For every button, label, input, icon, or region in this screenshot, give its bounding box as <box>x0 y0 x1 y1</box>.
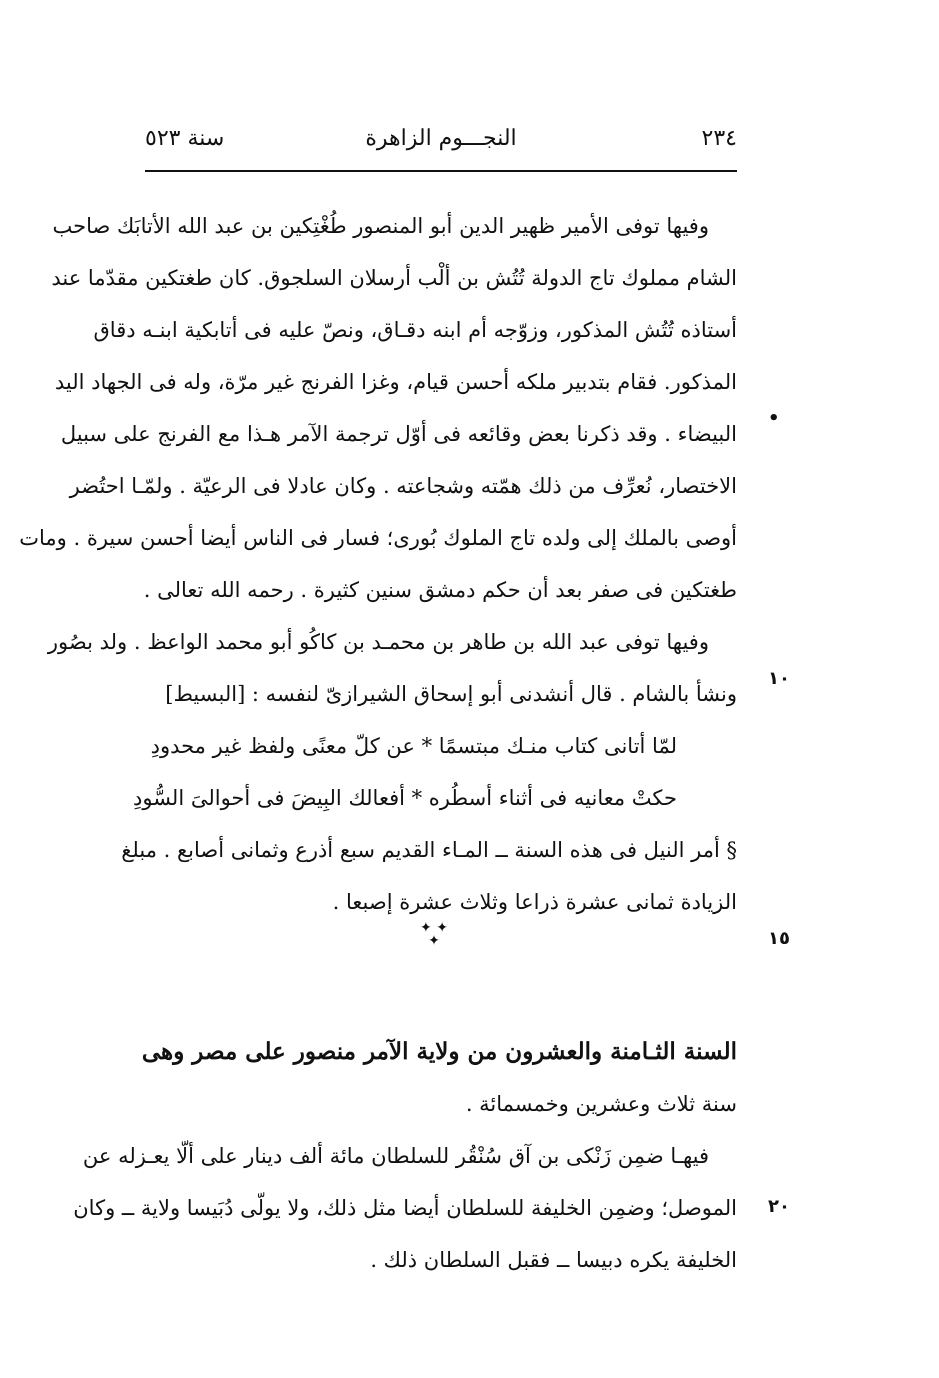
running-header <box>145 120 737 160</box>
text-line: طغتكين فى صفر بعد أن حكم دمشق سنين كثيرة . رحمه الله تعالى . <box>143 578 737 602</box>
margin-number-20: ٢٠ <box>768 1196 790 1217</box>
book-title: النجـــوم الزاهرة <box>365 126 517 151</box>
page-number: ٢٣٤ <box>701 126 737 151</box>
heading-line: السنة الثـامنة والعشرون من ولاية الآمر منصور على مصر وهى <box>141 1038 737 1065</box>
text-line: فيهـا ضمِن زَنْكى بن آق سُنْقُر للسلطان مائة ألف دينار على ألّا يعـزله عن <box>82 1144 709 1168</box>
header-rule <box>145 170 737 172</box>
text-line: أستاذه تُتُش المذكور، وزوّجه أم ابنه دقـاق، ونصّ عليه فى أتابكية ابنـه دقاق <box>93 318 737 342</box>
text-line: ونشأ بالشام . قال أنشدنى أبو إسحاق الشيرازىّ لنفسه : [البسيط] <box>165 682 737 706</box>
margin-number-5: • <box>768 408 780 429</box>
text-line: وفيها توفى الأمير ظهير الدين أبو المنصور طُغْتِكين بن عبد الله الأتابَك صاحب <box>52 214 709 238</box>
paragraph-zengi <box>73 1130 737 1286</box>
text-line: § أمر النيل فى هذه السنة ــ المـاء القديم سبع أذرع وثمانى أصابع . مبلغ <box>121 838 737 862</box>
year-heading <box>141 1026 737 1130</box>
page-body <box>19 200 737 1286</box>
text-line: أوصى بالملك إلى ولده تاج الملوك بُورى؛ فسار فى الناس أيضا أحسن سيرة . ومات <box>19 526 737 550</box>
verse-line: حكتْ معانيه فى أثناء أسطُره * أفعالك البِيضَ فى أحوالىَ السُّودِ <box>133 786 677 810</box>
margin-number-15: ١٥ <box>768 928 790 949</box>
poem <box>133 720 737 824</box>
heading-line: سنة ثلاث وعشرين وخمسمائة . <box>465 1092 737 1116</box>
paragraph-tughtekin <box>19 200 737 616</box>
text-line: الخليفة يكره دبيسا ــ فقبل السلطان ذلك . <box>370 1248 737 1272</box>
text-line: الزيادة ثمانى عشرة ذراعا وثلاث عشرة إصبعا . <box>332 890 737 914</box>
section-ornament: ✦ ✦ ✦ <box>420 920 448 949</box>
verse-line: لمّا أتانى كتاب منـك مبتسمًا * عن كلّ معنًى ولفظ غير محدودِ <box>150 734 677 758</box>
margin-number-10: ١٠ <box>768 668 790 689</box>
text-line: الاختصار، نُعرِّف من ذلك همّته وشجاعته . وكان عادلا فى الرعيّة . ولمّـا احتُضر <box>69 474 737 498</box>
text-line: البيضاء . وقد ذكرنا بعض وقائعه فى أوّل ترجمة الآمر هـذا مع الفرنج على سبيل <box>60 422 737 446</box>
text-line: الشام مملوك تاج الدولة تُتُش بن ألْب أرسلان السلجوق. كان طغتكين مقدّما عند <box>51 266 737 290</box>
paragraph-nile <box>121 824 737 928</box>
text-line: المذكور. فقام بتدبير ملكه أحسن قيام، وغزا الفرنج غير مرّة، وله فى الجهاد اليد <box>54 370 737 394</box>
text-line: الموصل؛ وضمِن الخليفة للسلطان أيضا مثل ذلك، ولا يولّى دُبَيسا ولاية ــ وكان <box>73 1196 737 1220</box>
year-label: سنة ٥٢٣ <box>145 126 225 151</box>
text-line: وفيها توفى عبد الله بن طاهر بن محمـد بن كاكُو أبو محمد الواعظ . ولد بصُور <box>47 630 709 654</box>
section-spacer <box>145 928 737 1026</box>
paragraph-abdallah <box>47 616 737 720</box>
